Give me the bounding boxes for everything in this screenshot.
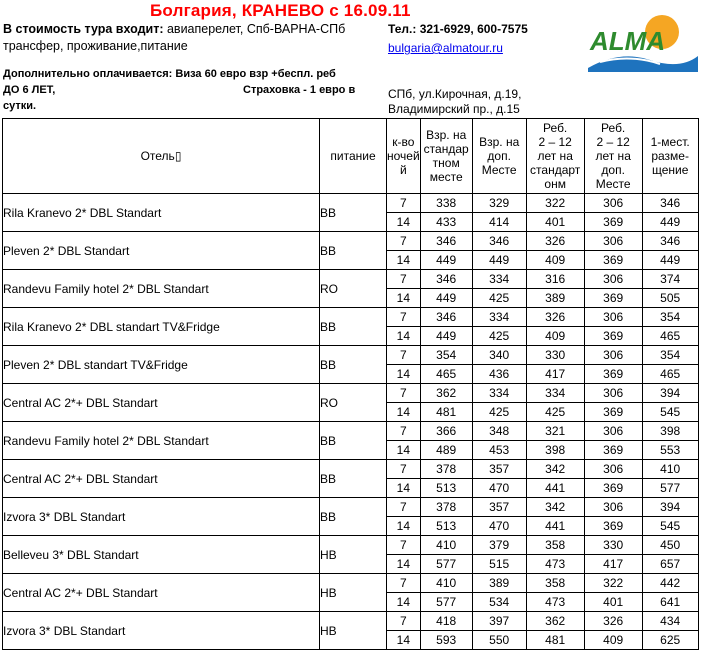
price-cell: 473 bbox=[526, 593, 584, 612]
table-row bbox=[3, 346, 699, 365]
meal-plan: HB bbox=[320, 536, 387, 574]
nights-cell: 7 bbox=[387, 232, 421, 251]
price-cell: 545 bbox=[642, 517, 698, 536]
extra-payment-note: Дополнительно оплачивается: Виза 60 евро взр +беспл. реб ДО 6 ЛЕТ, Страховка - 1 евро в сутки. bbox=[3, 68, 356, 112]
logo-subtext: tour bbox=[652, 49, 682, 66]
price-cell: 369 bbox=[584, 441, 642, 460]
meal-plan: BB bbox=[320, 194, 387, 232]
email-link[interactable]: bulgaria@almatour.ru bbox=[388, 41, 503, 55]
price-cell: 306 bbox=[584, 308, 642, 327]
table-row bbox=[3, 194, 699, 213]
included-label: В стоимость тура входит: авиаперелет, Спб-ВАРНА-СПб bbox=[3, 22, 346, 36]
price-cell: 410 bbox=[420, 536, 472, 555]
price-cell: 553 bbox=[642, 441, 698, 460]
meal-plan: HB bbox=[320, 612, 387, 650]
price-cell: 389 bbox=[526, 289, 584, 308]
price-cell: 534 bbox=[472, 593, 526, 612]
price-cell: 338 bbox=[420, 194, 472, 213]
hotel-name: Izvora 3* DBL Standart bbox=[3, 498, 320, 536]
nights-cell: 7 bbox=[387, 346, 421, 365]
price-cell: 369 bbox=[584, 517, 642, 536]
price-cell: 449 bbox=[642, 213, 698, 232]
price-cell: 401 bbox=[526, 213, 584, 232]
price-cell: 346 bbox=[420, 232, 472, 251]
price-cell: 513 bbox=[420, 479, 472, 498]
price-cell: 577 bbox=[420, 555, 472, 574]
hotel-name: Rila Kranevo 2* DBL Standart bbox=[3, 194, 320, 232]
price-cell: 306 bbox=[584, 270, 642, 289]
hotel-name: Pleven 2* DBL standart TV&Fridge bbox=[3, 346, 320, 384]
meal-plan: HB bbox=[320, 574, 387, 612]
price-cell: 397 bbox=[472, 612, 526, 631]
price-cell: 641 bbox=[642, 593, 698, 612]
price-cell: 306 bbox=[584, 460, 642, 479]
price-cell: 369 bbox=[584, 213, 642, 232]
price-cell: 489 bbox=[420, 441, 472, 460]
price-cell: 316 bbox=[526, 270, 584, 289]
price-cell: 326 bbox=[526, 232, 584, 251]
price-cell: 342 bbox=[526, 498, 584, 517]
nights-cell: 7 bbox=[387, 498, 421, 517]
nights-cell: 7 bbox=[387, 194, 421, 213]
nights-cell: 7 bbox=[387, 270, 421, 289]
table-row bbox=[3, 384, 699, 403]
price-cell: 329 bbox=[472, 194, 526, 213]
price-cell: 436 bbox=[472, 365, 526, 384]
price-cell: 441 bbox=[526, 479, 584, 498]
price-cell: 378 bbox=[420, 498, 472, 517]
price-cell: 321 bbox=[526, 422, 584, 441]
table-row bbox=[3, 460, 699, 479]
price-cell: 550 bbox=[472, 631, 526, 650]
price-cell: 334 bbox=[472, 384, 526, 403]
nights-cell: 14 bbox=[387, 327, 421, 346]
meal-plan: BB bbox=[320, 498, 387, 536]
price-cell: 374 bbox=[642, 270, 698, 289]
price-cell: 362 bbox=[526, 612, 584, 631]
price-cell: 330 bbox=[526, 346, 584, 365]
price-cell: 354 bbox=[420, 346, 472, 365]
price-cell: 441 bbox=[526, 517, 584, 536]
price-cell: 465 bbox=[642, 327, 698, 346]
price-cell: 358 bbox=[526, 536, 584, 555]
price-cell: 401 bbox=[584, 593, 642, 612]
price-cell: 545 bbox=[642, 403, 698, 422]
hotel-name: Randevu Family hotel 2* DBL Standart bbox=[3, 422, 320, 460]
price-cell: 398 bbox=[526, 441, 584, 460]
price-cell: 449 bbox=[420, 251, 472, 270]
price-cell: 358 bbox=[526, 574, 584, 593]
nights-cell: 14 bbox=[387, 403, 421, 422]
price-cell: 465 bbox=[420, 365, 472, 384]
price-cell: 306 bbox=[584, 498, 642, 517]
price-cell: 334 bbox=[472, 270, 526, 289]
table-row bbox=[3, 270, 699, 289]
price-cell: 470 bbox=[472, 517, 526, 536]
price-cell: 433 bbox=[420, 213, 472, 232]
price-cell: 366 bbox=[420, 422, 472, 441]
price-cell: 306 bbox=[584, 232, 642, 251]
price-cell: 425 bbox=[472, 289, 526, 308]
price-cell: 515 bbox=[472, 555, 526, 574]
price-cell: 378 bbox=[420, 460, 472, 479]
price-cell: 513 bbox=[420, 517, 472, 536]
alma-tour-logo bbox=[580, 10, 700, 75]
price-cell: 481 bbox=[526, 631, 584, 650]
price-cell: 369 bbox=[584, 479, 642, 498]
office-address: СПб, ул.Кирочная, д.19, Владимирский пр., д.15 bbox=[388, 87, 522, 116]
nights-cell: 14 bbox=[387, 517, 421, 536]
price-cell: 306 bbox=[584, 422, 642, 441]
price-cell: 322 bbox=[526, 194, 584, 213]
price-cell: 346 bbox=[420, 270, 472, 289]
price-cell: 330 bbox=[584, 536, 642, 555]
price-cell: 449 bbox=[472, 251, 526, 270]
price-cell: 379 bbox=[472, 536, 526, 555]
price-cell: 410 bbox=[642, 460, 698, 479]
col-child-std: Реб. 2 – 12 лет на стандарт онм bbox=[526, 119, 584, 194]
price-cell: 389 bbox=[472, 574, 526, 593]
price-cell: 369 bbox=[584, 251, 642, 270]
hotel-name: Belleveu 3* DBL Standart bbox=[3, 536, 320, 574]
price-cell: 450 bbox=[642, 536, 698, 555]
price-cell: 348 bbox=[472, 422, 526, 441]
price-cell: 334 bbox=[526, 384, 584, 403]
price-cell: 369 bbox=[584, 327, 642, 346]
price-cell: 417 bbox=[526, 365, 584, 384]
hotel-name: Central AC 2*+ DBL Standart bbox=[3, 460, 320, 498]
price-cell: 357 bbox=[472, 498, 526, 517]
price-cell: 449 bbox=[420, 327, 472, 346]
hotel-name: Izvora 3* DBL Standart bbox=[3, 612, 320, 650]
price-cell: 357 bbox=[472, 460, 526, 479]
included-text: авиаперелет, Спб-ВАРНА-СПб bbox=[166, 22, 346, 36]
price-cell: 346 bbox=[472, 232, 526, 251]
meal-plan: BB bbox=[320, 232, 387, 270]
meal-plan: BB bbox=[320, 346, 387, 384]
price-cell: 425 bbox=[526, 403, 584, 422]
price-cell: 306 bbox=[584, 346, 642, 365]
price-cell: 369 bbox=[584, 365, 642, 384]
col-nights: к-во ночей й bbox=[387, 119, 421, 194]
price-cell: 394 bbox=[642, 498, 698, 517]
price-cell: 414 bbox=[472, 213, 526, 232]
price-cell: 322 bbox=[584, 574, 642, 593]
price-cell: 369 bbox=[584, 403, 642, 422]
nights-cell: 14 bbox=[387, 631, 421, 650]
col-hotel: Отель▯ bbox=[3, 119, 320, 194]
col-meal: питание bbox=[320, 119, 387, 194]
table-row bbox=[3, 612, 699, 631]
price-cell: 577 bbox=[420, 593, 472, 612]
price-cell: 449 bbox=[642, 251, 698, 270]
price-cell: 306 bbox=[584, 384, 642, 403]
price-cell: 362 bbox=[420, 384, 472, 403]
nights-cell: 7 bbox=[387, 422, 421, 441]
price-cell: 577 bbox=[642, 479, 698, 498]
price-cell: 409 bbox=[526, 327, 584, 346]
meal-plan: BB bbox=[320, 422, 387, 460]
price-cell: 326 bbox=[526, 308, 584, 327]
page-title: Болгария, КРАНЕВО с 16.09.11 bbox=[150, 1, 411, 20]
nights-cell: 14 bbox=[387, 555, 421, 574]
wave-icon bbox=[588, 56, 698, 72]
meal-plan: BB bbox=[320, 308, 387, 346]
col-child-extra: Реб. 2 – 12 лет на доп. Месте bbox=[584, 119, 642, 194]
col-single: 1-мест. разме- щение bbox=[642, 119, 698, 194]
price-cell: 346 bbox=[642, 194, 698, 213]
meal-plan: RO bbox=[320, 270, 387, 308]
nights-cell: 7 bbox=[387, 612, 421, 631]
nights-cell: 7 bbox=[387, 460, 421, 479]
hotel-name: Pleven 2* DBL Standart bbox=[3, 232, 320, 270]
price-cell: 417 bbox=[584, 555, 642, 574]
price-cell: 398 bbox=[642, 422, 698, 441]
price-cell: 425 bbox=[472, 327, 526, 346]
price-table bbox=[2, 118, 699, 650]
price-table-body bbox=[3, 194, 699, 650]
price-cell: 442 bbox=[642, 574, 698, 593]
price-cell: 394 bbox=[642, 384, 698, 403]
price-cell: 473 bbox=[526, 555, 584, 574]
col-adult-std: Взр. на стандар тном месте bbox=[420, 119, 472, 194]
price-cell: 449 bbox=[420, 289, 472, 308]
price-cell: 340 bbox=[472, 346, 526, 365]
price-cell: 306 bbox=[584, 194, 642, 213]
hotel-name: Central AC 2*+ DBL Standart bbox=[3, 384, 320, 422]
nights-cell: 14 bbox=[387, 593, 421, 612]
price-cell: 505 bbox=[642, 289, 698, 308]
price-cell: 470 bbox=[472, 479, 526, 498]
price-cell: 481 bbox=[420, 403, 472, 422]
price-cell: 657 bbox=[642, 555, 698, 574]
table-row bbox=[3, 308, 699, 327]
meal-plan: RO bbox=[320, 384, 387, 422]
nights-cell: 7 bbox=[387, 536, 421, 555]
nights-cell: 14 bbox=[387, 365, 421, 384]
meal-plan: BB bbox=[320, 460, 387, 498]
price-cell: 465 bbox=[642, 365, 698, 384]
nights-cell: 14 bbox=[387, 479, 421, 498]
hotel-name: Central AC 2*+ DBL Standart bbox=[3, 574, 320, 612]
price-cell: 334 bbox=[472, 308, 526, 327]
price-cell: 354 bbox=[642, 346, 698, 365]
phone-number: Тел.: 321-6929, 600-7575 bbox=[388, 22, 528, 36]
price-cell: 425 bbox=[472, 403, 526, 422]
nights-cell: 14 bbox=[387, 441, 421, 460]
price-cell: 453 bbox=[472, 441, 526, 460]
price-cell: 346 bbox=[642, 232, 698, 251]
nights-cell: 14 bbox=[387, 213, 421, 232]
nights-cell: 7 bbox=[387, 384, 421, 403]
table-row bbox=[3, 536, 699, 555]
table-row bbox=[3, 422, 699, 441]
nights-cell: 7 bbox=[387, 574, 421, 593]
nights-cell: 7 bbox=[387, 308, 421, 327]
price-cell: 326 bbox=[584, 612, 642, 631]
price-cell: 342 bbox=[526, 460, 584, 479]
price-cell: 418 bbox=[420, 612, 472, 631]
hotel-name: Randevu Family hotel 2* DBL Standart bbox=[3, 270, 320, 308]
price-cell: 593 bbox=[420, 631, 472, 650]
table-row bbox=[3, 232, 699, 251]
price-cell: 354 bbox=[642, 308, 698, 327]
table-row bbox=[3, 498, 699, 517]
price-cell: 410 bbox=[420, 574, 472, 593]
price-cell: 434 bbox=[642, 612, 698, 631]
logo-text: ALMA bbox=[590, 26, 666, 56]
price-cell: 409 bbox=[584, 631, 642, 650]
included-text-2: трансфер, проживание,питание bbox=[3, 39, 188, 53]
price-cell: 625 bbox=[642, 631, 698, 650]
price-cell: 409 bbox=[526, 251, 584, 270]
col-adult-extra: Взр. на доп. Месте bbox=[472, 119, 526, 194]
price-cell: 369 bbox=[584, 289, 642, 308]
table-row bbox=[3, 574, 699, 593]
nights-cell: 14 bbox=[387, 251, 421, 270]
nights-cell: 14 bbox=[387, 289, 421, 308]
hotel-name: Rila Kranevo 2* DBL standart TV&Fridge bbox=[3, 308, 320, 346]
price-cell: 346 bbox=[420, 308, 472, 327]
